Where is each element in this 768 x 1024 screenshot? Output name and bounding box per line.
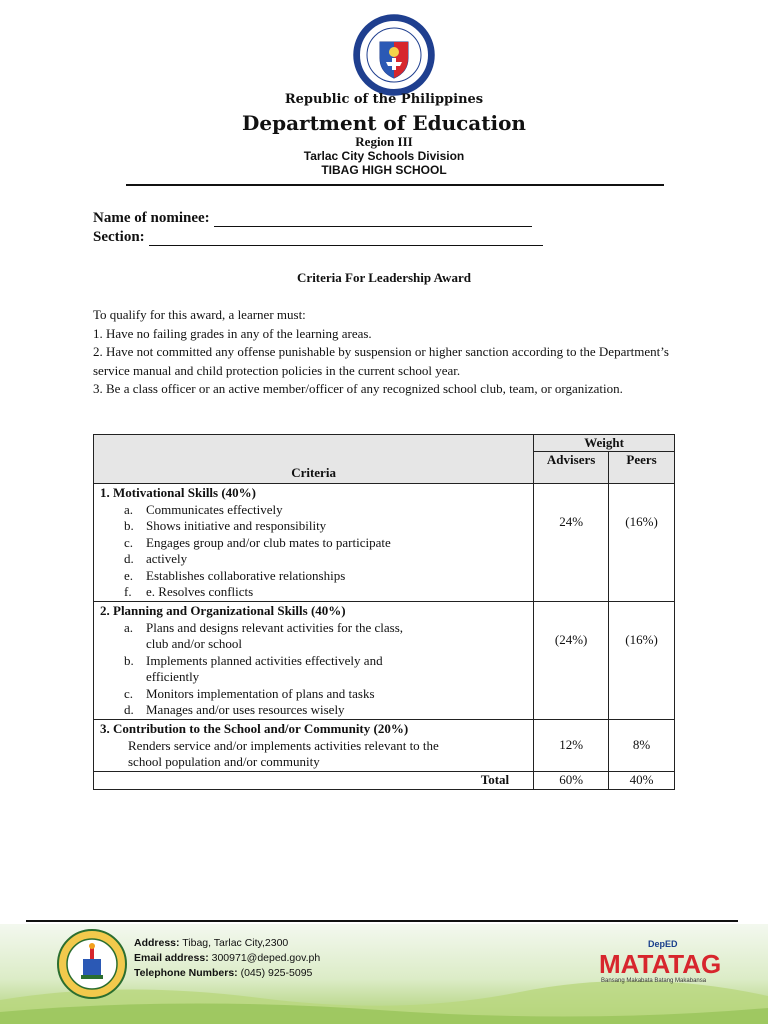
deped-logo: DepED (648, 939, 678, 949)
list-item: b. Shows initiative and responsibility (124, 518, 327, 533)
list-item: d. actively (124, 551, 188, 566)
section-2-title: 2. Planning and Organizational Skills (40%) (100, 603, 346, 618)
requirement-1: 1. Have no failing grades in any of the learning areas. (93, 325, 372, 341)
section-3-title: 3. Contribution to the School and/or Community (20%) (100, 721, 409, 736)
section-label: Section: (93, 229, 145, 245)
criteria-section-1 (94, 484, 534, 602)
requirement-3: 3. Be a class officer or an active member/officer of any recognized school club, team, or organization. (93, 381, 623, 396)
criteria-section-3 (94, 720, 534, 772)
deped-seal-logo (353, 14, 435, 96)
qualification-text (93, 306, 673, 399)
section-3-advisers-weight: 12% (534, 720, 609, 772)
list-item: b. Implements planned activities effectively and efficiently (124, 652, 383, 684)
footer-divider (26, 920, 738, 922)
header-divider (126, 184, 664, 186)
nominee-name-label: Name of nominee: (93, 210, 210, 226)
school-badge-logo (57, 929, 127, 999)
list-item: d. Manages and/or uses resources wisely (124, 702, 345, 717)
criteria-table (93, 434, 675, 790)
matatag-tagline: Bansang Makabata Batang Makabansa (601, 978, 707, 984)
division-heading: Tarlac City Schools Division (303, 149, 465, 163)
section-1-title: 1. Motivational Skills (40%) (100, 485, 257, 500)
nominee-name-blank[interactable] (214, 212, 532, 227)
list-item: c. Engages group and/or club mates to participate (124, 534, 391, 550)
peers-header: Peers (609, 452, 675, 484)
criteria-header: Criteria (94, 435, 534, 484)
phone-line: Telephone Numbers: (045) 925-5095 (134, 967, 313, 979)
section-2-advisers-weight: (24%) (534, 602, 609, 720)
advisers-header: Advisers (534, 452, 609, 484)
section-2-peers-weight: (16%) (609, 602, 675, 720)
school-heading: TIBAG HIGH SCHOOL (321, 163, 447, 177)
total-label: Total (94, 771, 534, 789)
criteria-section-2 (94, 602, 534, 720)
requirement-2: 2. Have not committed any offense punishable by suspension or higher sanction according to the Department’s service manual and child protection policies in the current school year. (93, 344, 669, 378)
email-line: Email address: 300971@deped.gov.ph (134, 952, 321, 964)
total-peers: 40% (609, 771, 675, 789)
section-field[interactable] (93, 229, 543, 246)
section-1-peers-weight: (16%) (609, 484, 675, 602)
list-item: c. Monitors implementation of plans and tasks (124, 685, 375, 701)
intro-line: To qualify for this award, a learner must: (93, 307, 306, 322)
nominee-name-field[interactable] (93, 210, 532, 227)
section-1-advisers-weight: 24% (534, 484, 609, 602)
address-line: Address: Tibag, Tarlac City,2300 (134, 937, 289, 949)
list-item: f. e. Resolves conflicts (124, 584, 254, 599)
section-blank[interactable] (149, 231, 543, 246)
list-item: e. Establishes collaborative relationships (124, 567, 346, 583)
section-3-description: Renders service and/or implements activities relevant to the school population and/or community (128, 737, 439, 769)
contact-info (134, 936, 320, 981)
total-advisers: 60% (534, 771, 609, 789)
region-heading: Region III (355, 134, 413, 149)
matatag-logo: MATATAG (599, 949, 722, 979)
weight-header: Weight (534, 435, 675, 452)
department-heading: Department of Education (242, 111, 526, 135)
section-3-peers-weight: 8% (609, 720, 675, 772)
document-title: Criteria For Leadership Award (297, 270, 471, 285)
list-item: a. Plans and designs relevant activities for the class, club and/or school (124, 619, 404, 651)
republic-heading: Republic of the Philippines (284, 92, 484, 107)
list-item: a. Communicates effectively (124, 501, 283, 517)
